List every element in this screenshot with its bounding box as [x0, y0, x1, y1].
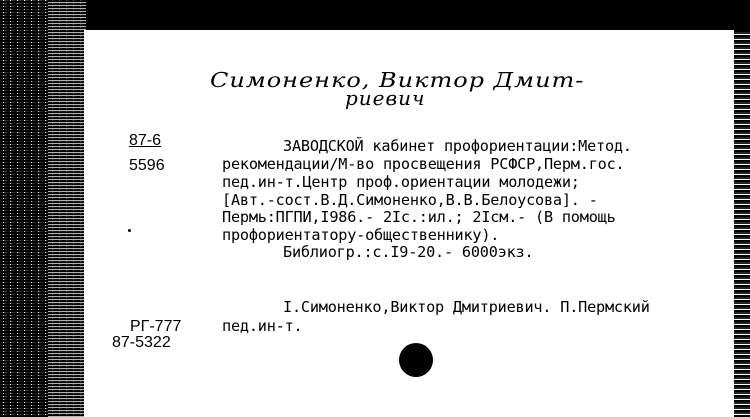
entry-line-4: [Авт.-сост.В.Д.Симоненко,В.В.Белоусова]. - — [222, 191, 598, 209]
call-number-secondary: 5596 — [129, 157, 165, 174]
scan-edge-left — [0, 0, 86, 417]
entry-line-3: пед.ин-т.Центр проф.ориентации молодежи; — [222, 173, 580, 191]
entry-line-5: Пермь:ПГПИ,I986.- 2Iс.:ил.; 2Iсм.- (В помощь — [222, 208, 616, 226]
handwritten-author-line-1: Симоненко, Виктор Дмит- — [210, 68, 585, 92]
scan-edge-right — [734, 30, 750, 417]
punch-hole — [399, 343, 433, 377]
ink-dot — [128, 229, 131, 232]
shelf-code: РГ-777 — [130, 318, 182, 335]
entry-line-1: ЗАВОДСКОЙ кабинет профориентации:Метод. — [283, 137, 632, 155]
entry-line-7: Библиогр.:с.I9-20.- 6000экз. — [283, 243, 534, 261]
entry-line-2: рекомендации/М-во просвещения РСФСР,Перм.гос. — [222, 155, 625, 173]
call-number-primary: 87-6 — [129, 132, 162, 149]
entry-line-6: профориентатору-общественнику). — [222, 226, 500, 244]
handwritten-author-line-2: риевич — [345, 86, 426, 110]
tracing-line-1: I.Симоненко,Виктор Дмитриевич. П.Пермский — [283, 298, 650, 316]
tracing-line-2: пед.ин-т. — [222, 317, 303, 335]
accession-number: 87-5322 — [112, 334, 171, 351]
